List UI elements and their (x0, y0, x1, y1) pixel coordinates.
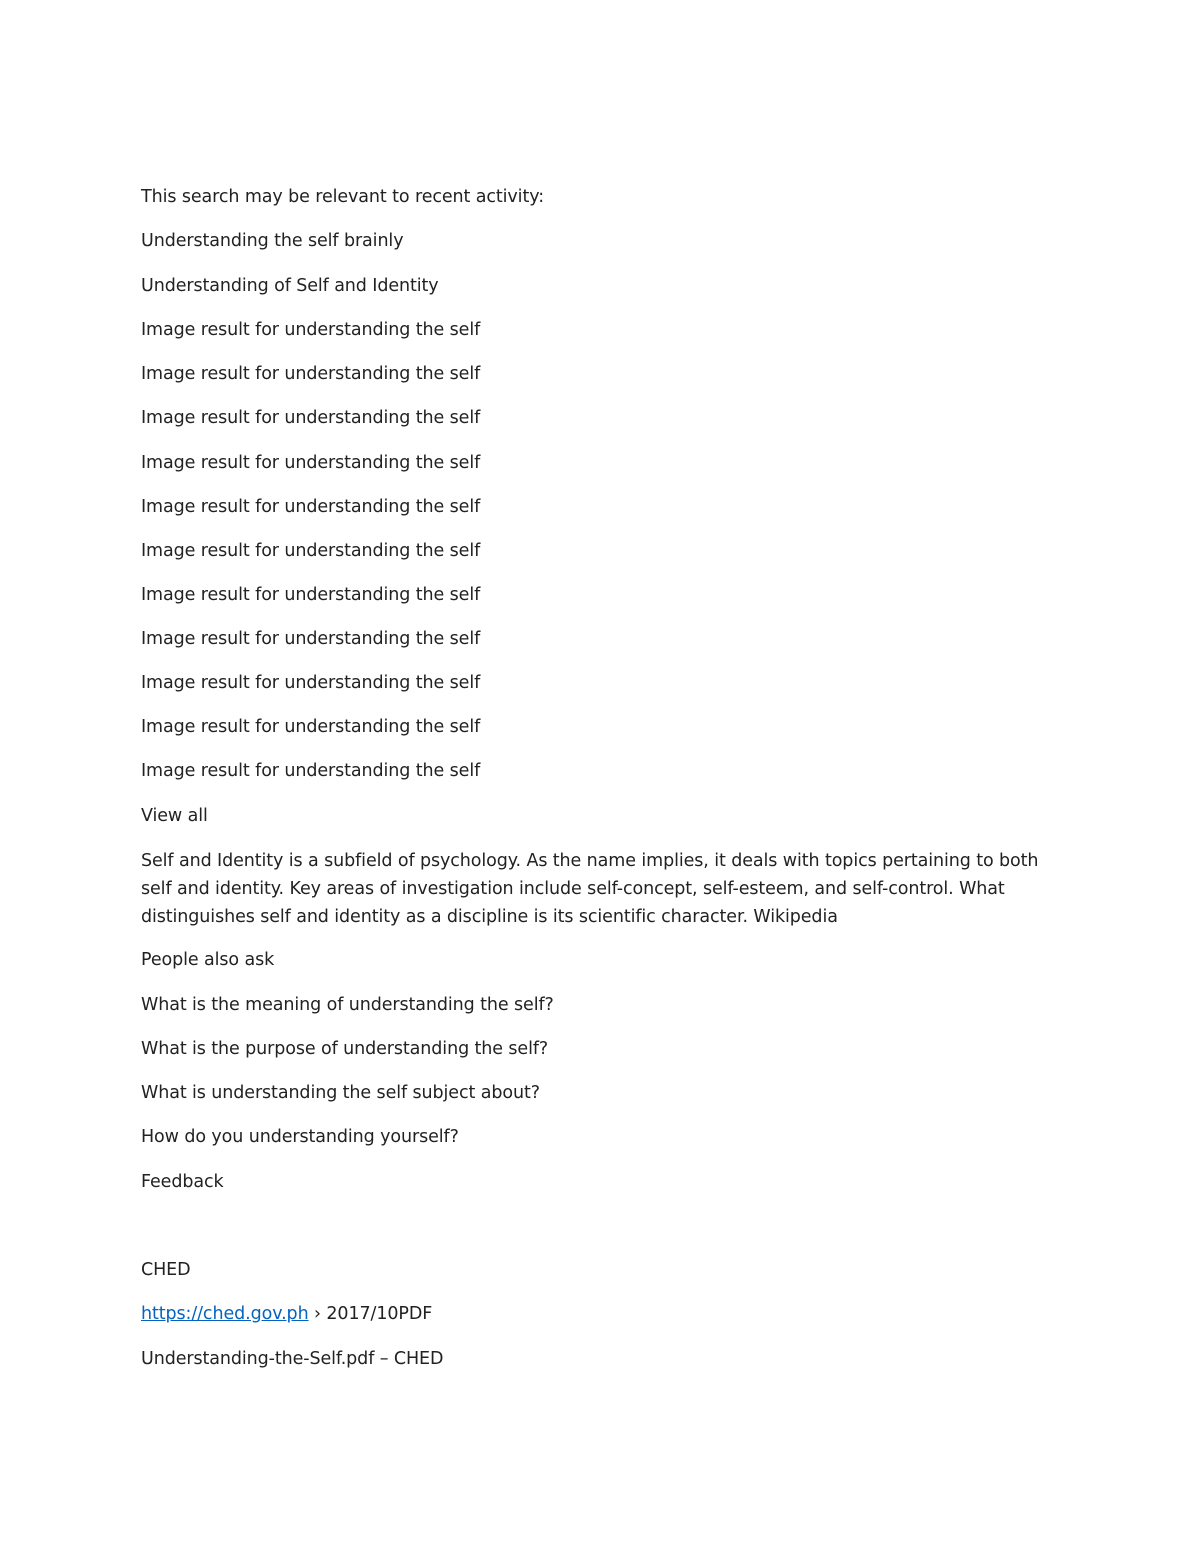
image-result-item: Image result for understanding the self (141, 585, 481, 605)
result-source: CHED (141, 1260, 191, 1280)
image-result-item: Image result for understanding the self (141, 497, 481, 517)
recent-activity-label: This search may be relevant to recent activity: (141, 187, 544, 207)
question-item: What is understanding the self subject about? (141, 1083, 540, 1103)
image-result-item: Image result for understanding the self (141, 364, 481, 384)
suggestion-item: Understanding of Self and Identity (141, 276, 439, 296)
image-result-item: Image result for understanding the self (141, 761, 481, 781)
image-result-item: Image result for understanding the self (141, 408, 481, 428)
image-result-item: Image result for understanding the self (141, 717, 481, 737)
result-url-link[interactable]: https://ched.gov.ph (141, 1304, 309, 1324)
feedback-text: Feedback (141, 1172, 224, 1192)
image-result-item: Image result for understanding the self (141, 629, 481, 649)
image-result-item: Image result for understanding the self (141, 453, 481, 473)
image-result-item: Image result for understanding the self (141, 541, 481, 561)
view-all-text: View all (141, 806, 208, 826)
people-also-ask-heading: People also ask (141, 950, 275, 970)
result-title: Understanding-the-Self.pdf – CHED (141, 1349, 444, 1369)
image-result-item: Image result for understanding the self (141, 673, 481, 693)
suggestion-item: Understanding the self brainly (141, 231, 404, 251)
question-item: What is the purpose of understanding the self? (141, 1039, 549, 1059)
question-item: What is the meaning of understanding the self? (141, 995, 554, 1015)
image-result-item: Image result for understanding the self (141, 320, 481, 340)
description-paragraph: Self and Identity is a subfield of psychology. As the name implies, it deals with topics pertaining to both self and identity. Key areas of investigation include self-concept, self-esteem, and self-control. What distinguishes self and identity as a discipline is its scientific character. Wikipedia (141, 851, 1039, 927)
result-breadcrumb: › 2017/10PDF (308, 1304, 433, 1324)
result-url-line (141, 1304, 432, 1324)
question-item: How do you understanding yourself? (141, 1127, 459, 1147)
